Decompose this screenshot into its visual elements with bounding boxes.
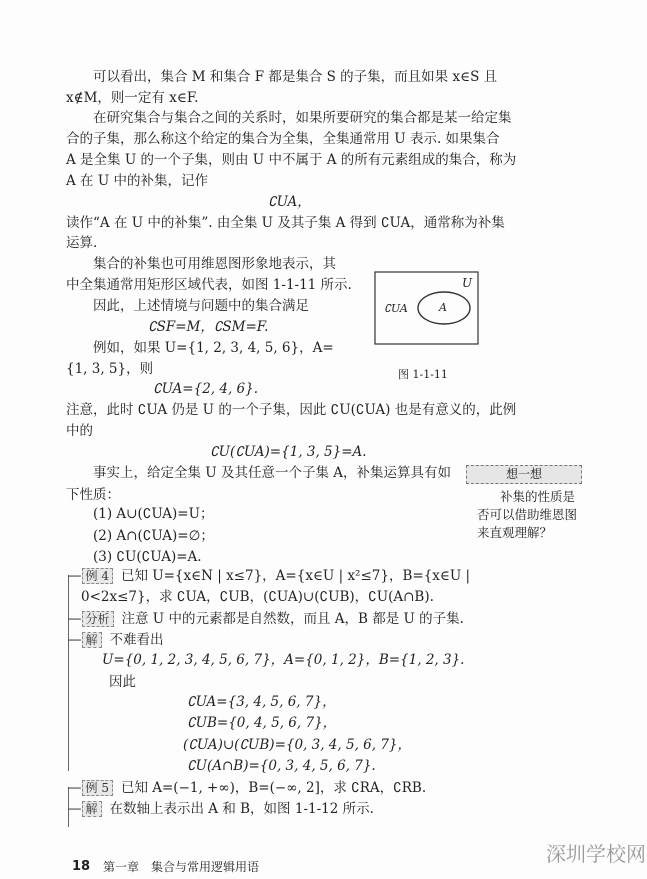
example-text: 已知 U={x∈N | x≤7}，A={x∈U | x²≤7}，B={x∈U | (120, 568, 471, 584)
text-line: 集合的补集也可用维恩图形象地表示，其 (93, 256, 336, 272)
solution-text: 在数轴上表示出 A 和 B，如图 1-1-12 所示. (109, 801, 374, 817)
complement-label: ∁UA (384, 302, 408, 315)
analysis-tag: 分析 (82, 611, 114, 627)
sidebar-text: 否可以借助维恩图 (477, 507, 578, 522)
text-line: 因此，上述情境与问题中的集合满足 (93, 298, 309, 314)
formula: ∁U(∁UA)={1, 3, 5}=A. (210, 444, 367, 460)
text-line: 例如，如果 U={1, 2, 3, 4, 5, 6}，A= (93, 340, 334, 356)
sidebar-text: 来直观理解？ (477, 525, 553, 540)
analysis: — 分析 注意 U 中的元素都是自然数，而且 A，B 都是 U 的子集. (68, 611, 464, 627)
formula: ∁SF=M，∁SM=F. (148, 319, 269, 335)
text-line: 合的子集，那么称这个给定的集合为全集，全集通常用 U 表示. 如果集合 (66, 131, 500, 147)
solution-5: — 解 在数轴上表示出 A 和 B，如图 1-1-12 所示. (68, 801, 374, 817)
solution-line: U={0, 1, 2, 3, 4, 5, 6, 7}，A={0, 1, 2}，B={1, 2, 3}. (102, 652, 465, 668)
solution-4: — 解 不难看出 (68, 632, 164, 648)
example-tag: 例 4 (82, 568, 113, 584)
solution-text: 不难看出 (109, 632, 164, 648)
chapter-title: 第一章 集合与常用逻辑用语 (103, 860, 260, 874)
property: (1) A∪(∁UA)=U； (93, 506, 214, 522)
property: (2) A∩(∁UA)=∅； (93, 528, 214, 544)
sidebar-text: 补集的性质是 (500, 489, 576, 504)
text-line: 中的 (66, 423, 93, 439)
text-line: 事实上，给定全集 U 及其任意一个子集 A，补集运算具有如 (93, 465, 451, 481)
text-line: 中全集通常用矩形区域代表，如图 1-1-11 所示. (66, 277, 352, 293)
property: (3) ∁U(∁UA)=A. (93, 549, 202, 565)
example-tag: 例 5 (82, 780, 113, 796)
example-text: 0<2x≤7}，求 ∁UA，∁UB，(∁UA)∪(∁UB)，∁U(A∩B). (81, 589, 434, 605)
example-bracket (68, 575, 69, 771)
solution-line: (∁UA)∪(∁UB)={0, 3, 4, 5, 6, 7}， (183, 737, 412, 753)
think-title: 想一想 (505, 467, 542, 481)
text-line: 可以看出，集合 M 和集合 F 都是集合 S 的子集，而且如果 x∈S 且 (93, 69, 498, 85)
formula: ∁UA， (268, 194, 311, 210)
solution-line: ∁UA={3, 4, 5, 6, 7}， (187, 694, 336, 710)
text-line: 注意，此时 ∁UA 仍是 U 的一个子集，因此 ∁U(∁UA) 也是有意义的，此例 (66, 402, 517, 418)
a-label: A (439, 301, 447, 314)
text-line: x∉M，则一定有 x∈F. (66, 90, 199, 106)
example-4: — 例 4 已知 U={x∈N | x≤7}，A={x∈U | x²≤7}，B={x∈U | (68, 568, 471, 584)
solution-line: 因此 (109, 674, 136, 690)
analysis-text: 注意 U 中的元素都是自然数，而且 A，B 都是 U 的子集. (121, 611, 464, 627)
text-line: 下性质： (66, 487, 120, 503)
example-text: 已知 A=(−1, +∞)，B=(−∞, 2]，求 ∁RA，∁RB. (120, 780, 427, 796)
watermark: 深圳学校网 (546, 842, 646, 866)
page-number: 18 (72, 859, 91, 874)
text-line: 在研究集合与集合之间的关系时，如果所要研究的集合都是某一给定集 (93, 110, 512, 126)
solution-tag: 解 (82, 801, 102, 817)
solution-line: ∁U(A∩B)={0, 3, 4, 5, 6, 7}. (187, 758, 376, 774)
u-label: U (462, 276, 473, 290)
text-line: {1, 3, 5}，则 (66, 361, 154, 377)
text-line: 读作“A 在 U 中的补集”. 由全集 U 及其子集 A 得到 ∁UA，通常称为补集 (66, 215, 505, 231)
example-5: — 例 5 已知 A=(−1, +∞)，B=(−∞, 2]，求 ∁RA，∁RB. (68, 780, 427, 796)
think-box-header (466, 465, 582, 484)
solution-line: ∁UB={0, 4, 5, 6, 7}， (187, 715, 337, 731)
text-line: 运算. (66, 235, 98, 251)
text-line: A 是全集 U 的一个子集，则由 U 中不属于 A 的所有元素组成的集合，称为 (66, 152, 517, 168)
formula: ∁UA={2, 4, 6}. (153, 381, 259, 397)
solution-tag: 解 (82, 632, 102, 648)
figure-caption: 图 1-1-11 (398, 368, 448, 381)
text-line: A 在 U 中的补集，记作 (66, 173, 209, 189)
